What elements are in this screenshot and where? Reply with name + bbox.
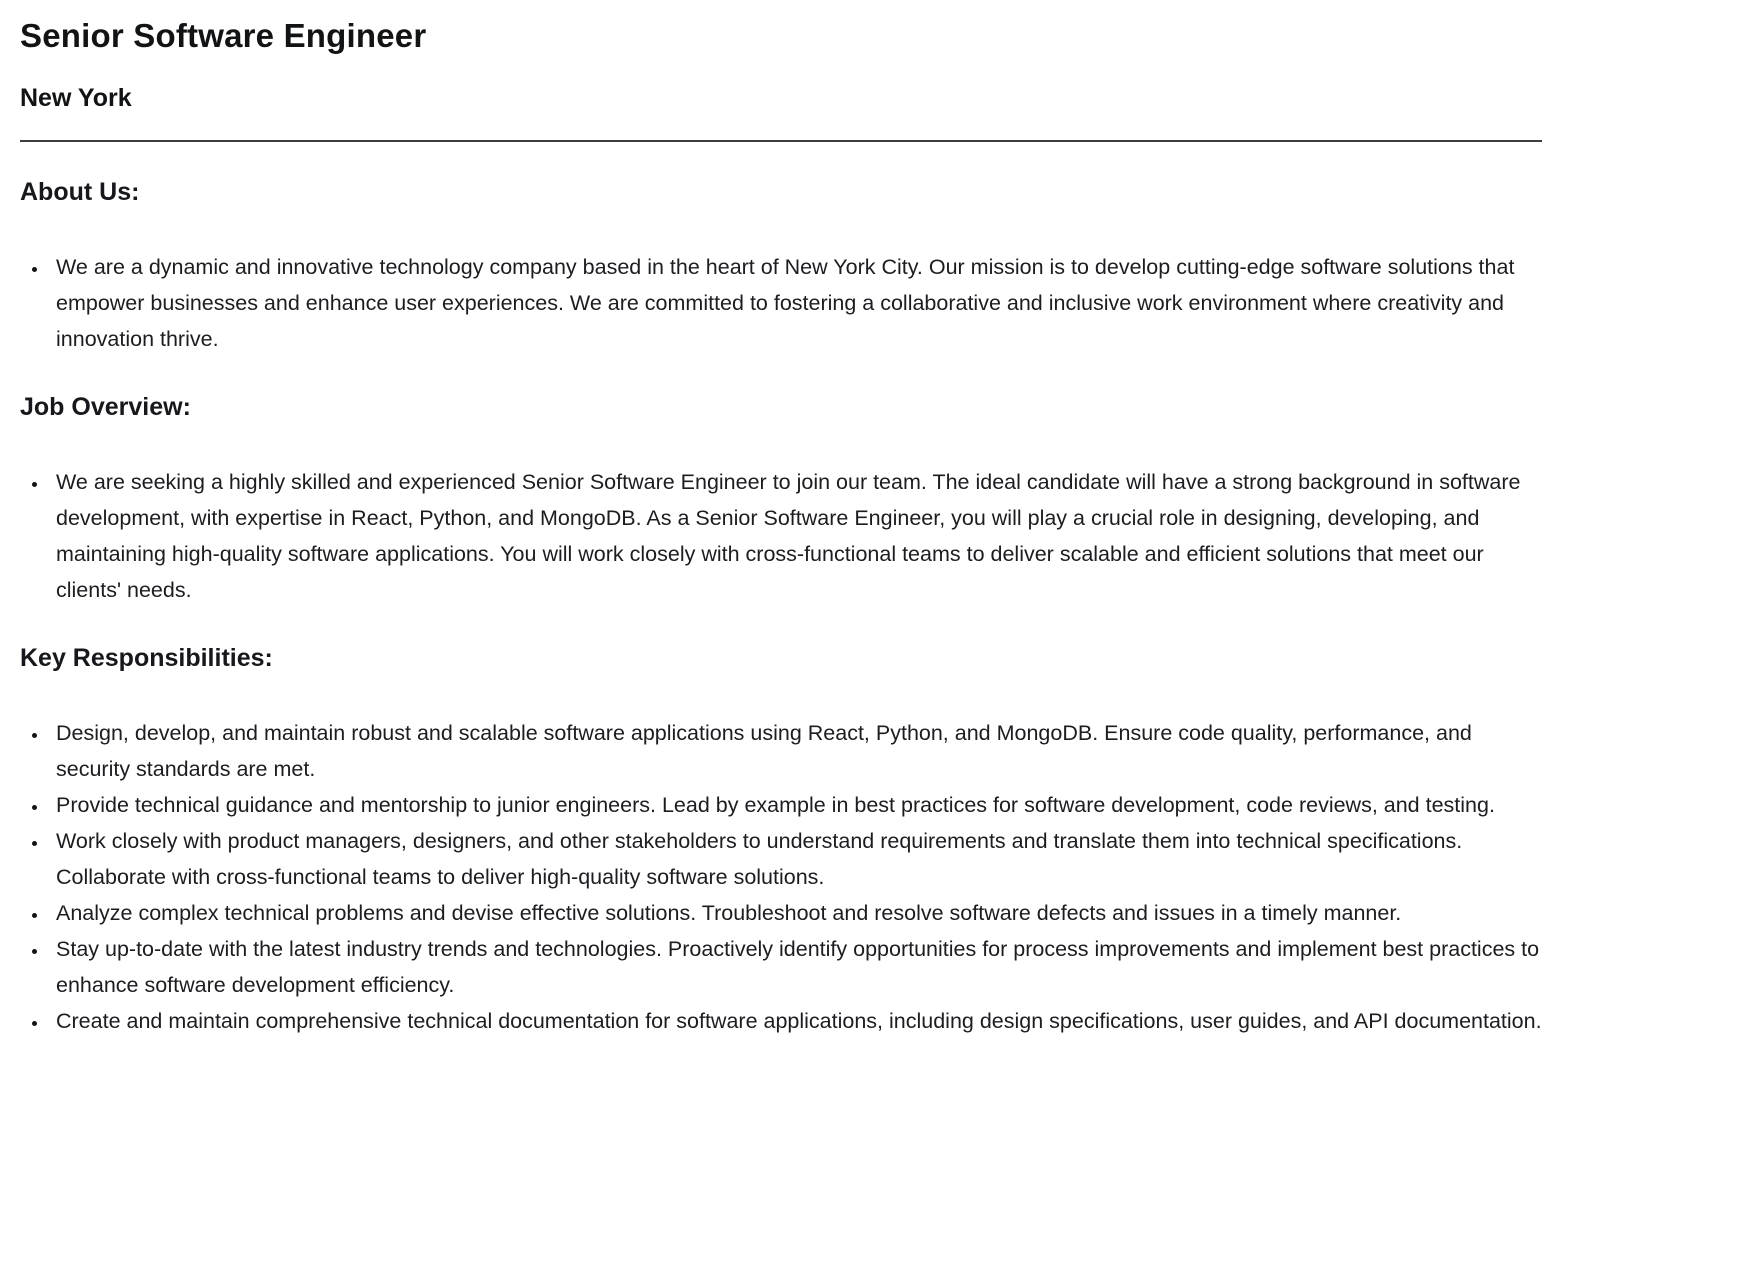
- key-responsibilities-list: [20, 715, 1542, 1039]
- section-key-responsibilities: [20, 644, 1542, 1039]
- about-us-heading: About Us:: [20, 178, 140, 206]
- bullet-item: • Analyze complex technical problems and devise effective solutions. Troubleshoot and resolve software defects and issues in a timely manner.: [49, 895, 1542, 931]
- key-responsibilities-heading: Key Responsibilities:: [20, 644, 273, 672]
- bullet-item: • Provide technical guidance and mentorship to junior engineers. Lead by example in best practices for software development, code reviews, and testing.: [49, 787, 1542, 823]
- section-job-overview: [20, 393, 1542, 608]
- job-location: New York: [20, 84, 132, 112]
- bullet-item: • We are a dynamic and innovative technology company based in the heart of New York City. Our mission is to develop cutting-edge software solutions that empower businesses and enhance user experiences. We are committed to fostering a collaborative and inclusive work environment where creativity and innovation thrive.: [49, 249, 1542, 357]
- bullet-item: • Create and maintain comprehensive technical documentation for software applications, including design specifications, user guides, and API documentation.: [49, 1003, 1542, 1039]
- job-description-document: [20, 17, 1542, 1039]
- job-overview-list: [20, 464, 1542, 608]
- bullet-item: • We are seeking a highly skilled and experienced Senior Software Engineer to join our team. The ideal candidate will have a strong background in software development, with expertise in React, Python, and MongoDB. As a Senior Software Engineer, you will play a crucial role in designing, developing, and maintaining high-quality software applications. You will work closely with cross-functional teams to deliver scalable and efficient solutions that meet our clients' needs.: [49, 464, 1542, 608]
- bullet-item: • Work closely with product managers, designers, and other stakeholders to understand requirements and translate them into technical specifications. Collaborate with cross-functional teams to deliver high-quality software solutions.: [49, 823, 1542, 895]
- bullet-item: • Design, develop, and maintain robust and scalable software applications using React, Python, and MongoDB. Ensure code quality, performance, and security standards are met.: [49, 715, 1542, 787]
- job-title: Senior Software Engineer: [20, 17, 427, 54]
- divider: [20, 140, 1542, 142]
- section-about-us: [20, 178, 1542, 357]
- about-us-list: [20, 249, 1542, 357]
- bullet-item: • Stay up-to-date with the latest industry trends and technologies. Proactively identify opportunities for process improvements and implement best practices to enhance software development efficiency.: [49, 931, 1542, 1003]
- job-overview-heading: Job Overview:: [20, 393, 191, 421]
